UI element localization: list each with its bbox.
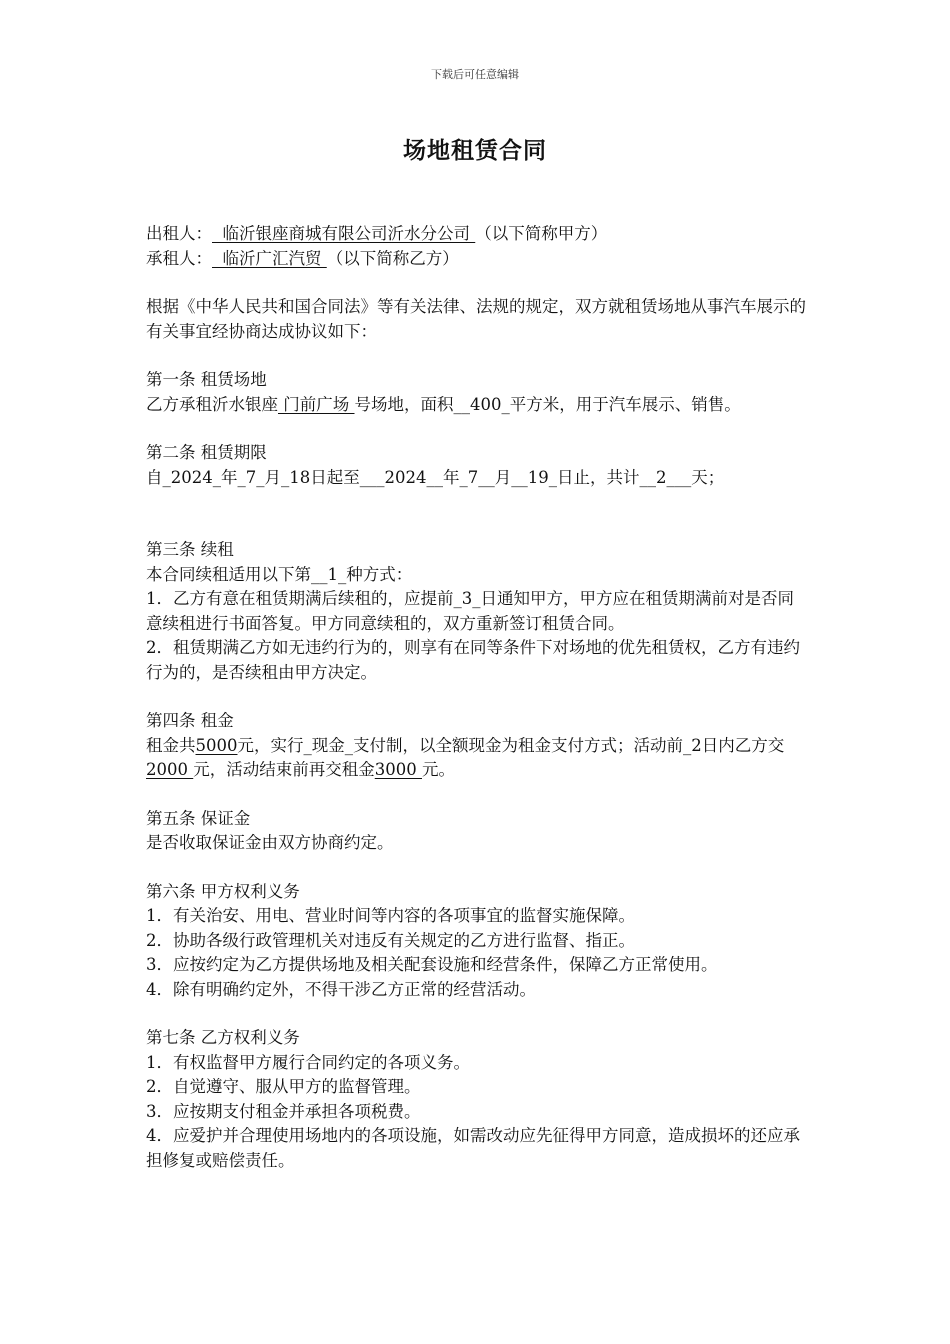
article-3-line: 本合同续租适用以下第__1_种方式： <box>146 564 413 584</box>
lessor-line <box>146 222 808 247</box>
article-3-heading: 第三条 续租 <box>146 540 234 559</box>
article-6-item: 4．除有明确约定外，不得干涉乙方正常的经营活动。 <box>146 979 536 999</box>
contract-body <box>146 222 808 1173</box>
article-7-heading: 第七条 乙方权利义务 <box>146 1028 300 1047</box>
article-3-item-2: 2．租赁期满乙方如无违约行为的，则享有在同等条件下对场地的优先租赁权，乙方有违约行为的，是否续租由甲方决定。 <box>146 638 800 682</box>
header-note: 下载后可任意编辑 <box>431 68 519 81</box>
lessor-label: 出租人： <box>146 224 212 243</box>
article-7-item: 4．应爱护并合理使用场地内的各项设施，如需改动应先征得甲方同意，造成损坏的还应承担修复或赔偿责任。 <box>146 1126 800 1170</box>
article-7-item: 3．应按期支付租金并承担各项税费。 <box>146 1101 421 1121</box>
article-7-item: 1．有权监督甲方履行合同约定的各项义务。 <box>146 1052 470 1072</box>
rent-final: 3000 <box>374 760 422 779</box>
article-2-heading: 第二条 租赁期限 <box>146 443 267 462</box>
article-1-heading: 第一条 租赁场地 <box>146 370 267 389</box>
article-7-item: 2．自觉遵守、服从甲方的监督管理。 <box>146 1077 421 1096</box>
lessee-label: 承租人： <box>146 248 212 268</box>
article-3-item-1: 1．乙方有意在租赁期满后续租的，应提前_3_日通知甲方，甲方应在租赁期满前对是否同意续租进行书面答复。甲方同意续租的，双方重新签订租赁合同。 <box>146 589 794 633</box>
lessee-suffix: （以下简称乙方） <box>326 248 459 268</box>
article-6-item: 3．应按约定为乙方提供场地及相关配套设施和经营条件，保障乙方正常使用。 <box>146 955 718 974</box>
article-4-heading: 第四条 租金 <box>146 711 234 730</box>
lessor-suffix: （以下简称甲方） <box>475 224 608 243</box>
rent-deposit: 2000 <box>146 760 194 779</box>
lessee-line <box>146 247 808 272</box>
document-title: 场地租赁合同 <box>403 137 547 164</box>
article-2-text: 自_2024_年_7_月_18日起至___2024__年_7__月__19_日止，共计__2___天； <box>146 467 725 487</box>
article-1-text: 乙方承租沂水银座 门前广场 号场地，面积__400_平方米，用于汽车展示、销售。 <box>146 394 741 414</box>
article-6-item: 2．协助各级行政管理机关对违反有关规定的乙方进行监督、指正。 <box>146 930 635 950</box>
rent-total: 5000 <box>195 735 238 755</box>
article-5-text: 是否收取保证金由双方协商约定。 <box>146 833 394 852</box>
article-4-text: 租金共5000元，实行_现金_支付制，以全额现金为租金支付方式；活动前_2日内乙方交 2000 元，活动结束前再交租金3000 元。 <box>146 735 785 779</box>
article-6-item: 1．有关治安、用电、营业时间等内容的各项事宜的监督实施保障。 <box>146 906 635 925</box>
lessor-name: 临沂银座商城有限公司沂水分公司 <box>212 224 476 243</box>
intro-paragraph: 根据《中华人民共和国合同法》等有关法律、法规的规定，双方就租赁场地从事汽车展示的有关事宜经协商达成协议如下： <box>146 297 806 341</box>
article-5-heading: 第五条 保证金 <box>146 808 251 828</box>
article-6-heading: 第六条 甲方权利义务 <box>146 881 300 901</box>
venue-name: 门前广场 <box>278 394 355 414</box>
lessee-name: 临沂广汇汽贸 <box>212 248 327 268</box>
